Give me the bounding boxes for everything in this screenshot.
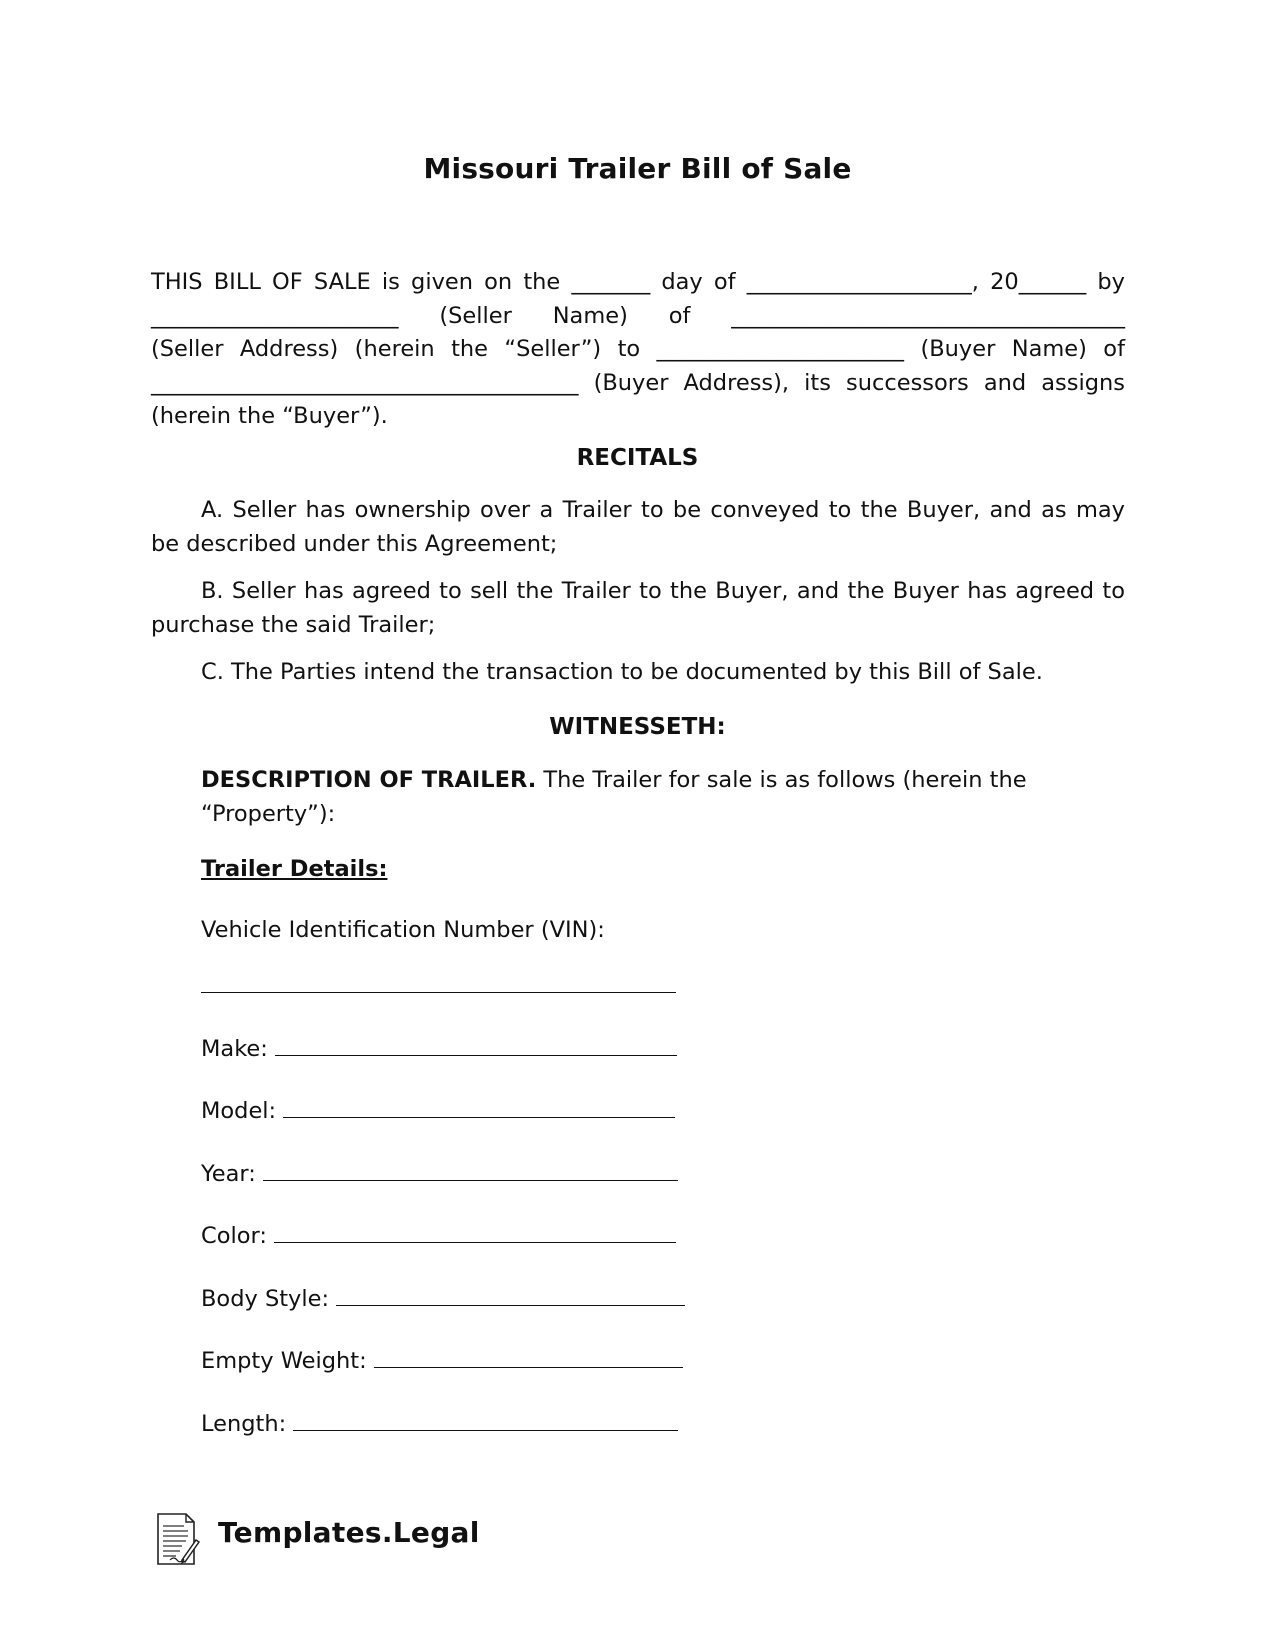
length-field: [201, 1408, 678, 1441]
intro-line-4: ______________________________________ (Buyer Address), its successors and assigns: [151, 369, 1125, 396]
intro-line-3: (Seller Address) (herein the “Seller”) to ______________________ (Buyer Name) of: [151, 336, 1125, 362]
recital-a: A. Seller has ownership over a Trailer to be conveyed to the Buyer, and as may be described under this Agreement;: [151, 497, 1125, 557]
description-paragraph: [201, 764, 1125, 831]
empty-weight-field: [201, 1345, 683, 1378]
intro-line-5: (herein the “Buyer”).: [151, 403, 388, 429]
vin-line[interactable]: [201, 970, 676, 1003]
model-blank[interactable]: [283, 1097, 675, 1118]
recital-c: C. The Parties intend the transaction to be documented by this Bill of Sale.: [201, 659, 1043, 685]
vin-label: Vehicle Identification Number (VIN):: [201, 917, 605, 943]
make-blank[interactable]: [275, 1035, 677, 1056]
length-label: Length:: [201, 1411, 287, 1437]
document-pen-icon: [156, 1512, 200, 1566]
year-blank[interactable]: [263, 1160, 678, 1181]
vin-blank[interactable]: [201, 972, 676, 993]
recitals-heading: RECITALS: [576, 445, 699, 471]
model-label: Model:: [201, 1098, 277, 1124]
recital-b: B. Seller has agreed to sell the Trailer to the Buyer, and the Buyer has agreed to purchase the said Trailer;: [151, 578, 1125, 638]
year-label: Year:: [201, 1161, 256, 1187]
witnesseth-heading: WITNESSETH:: [549, 714, 726, 740]
color-field: [201, 1220, 676, 1253]
document-title: Missouri Trailer Bill of Sale: [423, 152, 852, 185]
intro-paragraph: [151, 266, 1125, 434]
body-style-blank[interactable]: [336, 1285, 685, 1306]
intro-line-2: ______________________ (Seller Name) of ___________________________________: [151, 302, 1125, 329]
description-text: The Trailer for sale is as follows (herein the “Property”):: [201, 767, 1027, 827]
model-field: [201, 1095, 675, 1128]
footer-brand[interactable]: Templates.Legal: [218, 1516, 480, 1549]
description-label: DESCRIPTION OF TRAILER.: [201, 767, 537, 793]
body-style-label: Body Style:: [201, 1286, 330, 1312]
year-field: [201, 1158, 678, 1191]
empty-weight-label: Empty Weight:: [201, 1348, 367, 1374]
length-blank[interactable]: [293, 1410, 678, 1431]
make-label: Make:: [201, 1036, 268, 1062]
body-style-field: [201, 1283, 685, 1316]
trailer-details-heading: Trailer Details:: [201, 856, 388, 882]
color-blank[interactable]: [274, 1222, 676, 1243]
empty-weight-blank[interactable]: [374, 1347, 683, 1368]
color-label: Color:: [201, 1223, 267, 1249]
make-field: [201, 1033, 677, 1066]
intro-line-1: THIS BILL OF SALE is given on the _______ day of ____________________, 20______ by: [151, 269, 1125, 295]
